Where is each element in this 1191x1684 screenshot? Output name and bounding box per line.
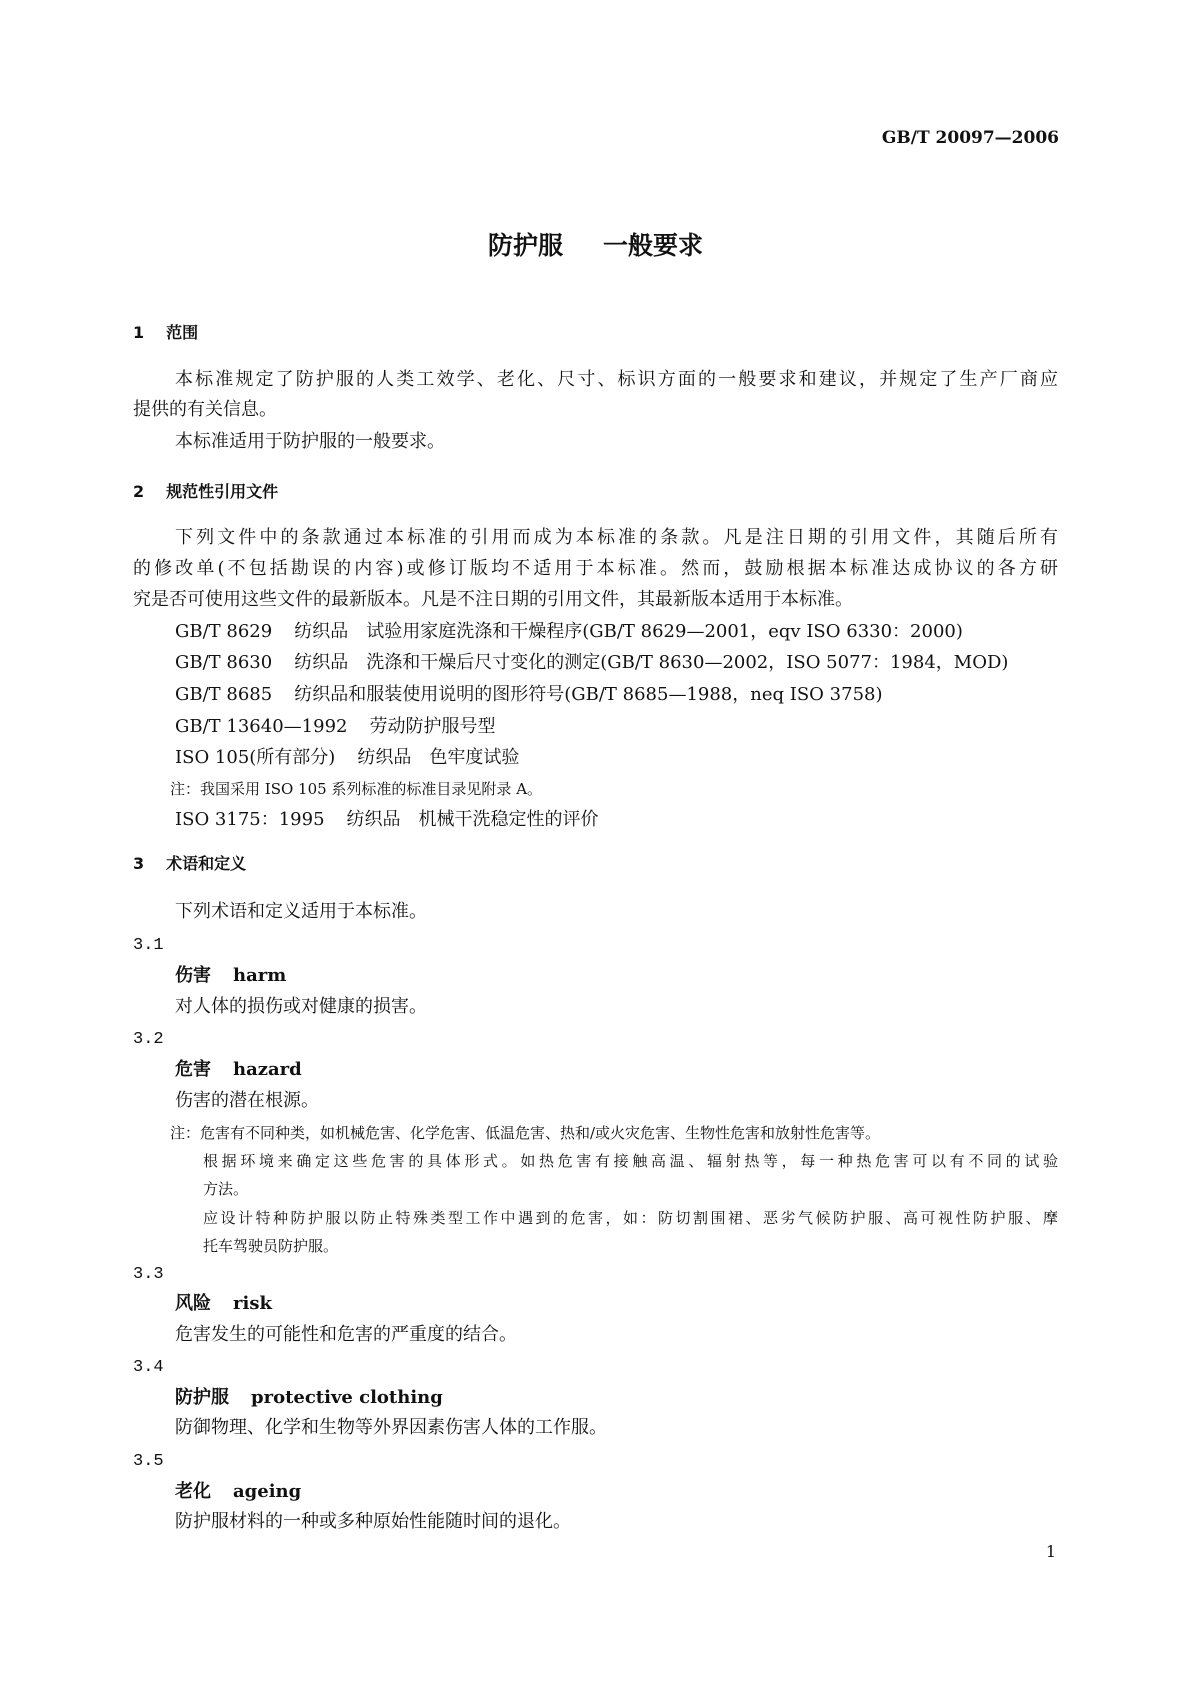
term-number: 3.2	[133, 1030, 164, 1049]
title-right: 一般要求	[603, 231, 704, 260]
term-definition: 对人体的损伤或对健康的损害。	[175, 996, 427, 1017]
reference-item: GB/T 13640—1992 劳动防护服号型	[175, 716, 496, 737]
page-title	[0, 230, 1191, 262]
term-definition: 危害发生的可能性和危害的严重度的结合。	[175, 1324, 517, 1345]
term-definition: 伤害的潜在根源。	[175, 1090, 319, 1111]
term-number: 3.5	[133, 1452, 164, 1471]
note: 方法。	[203, 1180, 249, 1198]
note: 注：我国采用 ISO 105 系列标准的标准目录见附录 A。	[170, 780, 543, 798]
paragraph: 究是否可使用这些文件的最新版本。凡是不注日期的引用文件，其最新版本适用于本标准。	[133, 589, 853, 610]
paragraph: 本标准适用于防护服的一般要求。	[175, 431, 445, 452]
term-title: 危害 hazard	[175, 1059, 302, 1080]
note: 托车驾驶员防护服。	[203, 1237, 339, 1255]
note: 注：危害有不同种类，如机械危害、化学危害、低温危害、热和/或火灾危害、生物性危害和放射性危害等。	[170, 1124, 881, 1142]
reference-item: GB/T 8630 纺织品 洗涤和干燥后尺寸变化的测定(GB/T 8630—2002，ISO 5077：1984，MOD)	[175, 652, 1009, 673]
term-title: 风险 risk	[175, 1293, 272, 1314]
section-1-heading: 1 范围	[133, 323, 199, 342]
reference-item: GB/T 8685 纺织品和服装使用说明的图形符号(GB/T 8685—1988，neq ISO 3758)	[175, 684, 883, 705]
paragraph: 下列术语和定义适用于本标准。	[175, 901, 427, 922]
term-number: 3.1	[133, 936, 164, 955]
reference-item: GB/T 8629 纺织品 试验用家庭洗涤和干燥程序(GB/T 8629—2001，eqv ISO 6330：2000)	[175, 621, 963, 642]
note: 应设计特种防护服以防止特殊类型工作中遇到的危害，如：防切割围裙、恶劣气候防护服、高可视性防护服、摩	[203, 1209, 1058, 1227]
page-number: 1	[1045, 1542, 1056, 1561]
reference-item: ISO 3175：1995 纺织品 机械干洗稳定性的评价	[175, 809, 599, 830]
paragraph: 的修改单(不包括勘误的内容)或修订版均不适用于本标准。然而，鼓励根据本标准达成协议的各方研	[133, 558, 1058, 579]
reference-item: ISO 105(所有部分) 纺织品 色牢度试验	[175, 747, 520, 768]
term-definition: 防护服材料的一种或多种原始性能随时间的退化。	[175, 1511, 571, 1532]
standard-code: GB/T 20097—2006	[881, 128, 1059, 148]
term-definition: 防御物理、化学和生物等外界因素伤害人体的工作服。	[175, 1417, 607, 1438]
term-title: 伤害 harm	[175, 965, 287, 986]
section-3-heading: 3 术语和定义	[133, 854, 247, 873]
paragraph: 本标准规定了防护服的人类工效学、老化、尺寸、标识方面的一般要求和建议，并规定了生产厂商应	[175, 369, 1058, 390]
term-number: 3.3	[133, 1265, 164, 1284]
term-title: 防护服 protective clothing	[175, 1387, 443, 1408]
note: 根据环境来确定这些危害的具体形式。如热危害有接触高温、辐射热等，每一种热危害可以有不同的试验	[203, 1152, 1058, 1170]
term-title: 老化 ageing	[175, 1481, 302, 1502]
title-left: 防护服	[487, 231, 563, 260]
paragraph: 下列文件中的条款通过本标准的引用而成为本标准的条款。凡是注日期的引用文件，其随后所有	[175, 527, 1058, 548]
term-number: 3.4	[133, 1358, 164, 1377]
section-2-heading: 2 规范性引用文件	[133, 482, 279, 501]
paragraph: 提供的有关信息。	[133, 399, 277, 420]
